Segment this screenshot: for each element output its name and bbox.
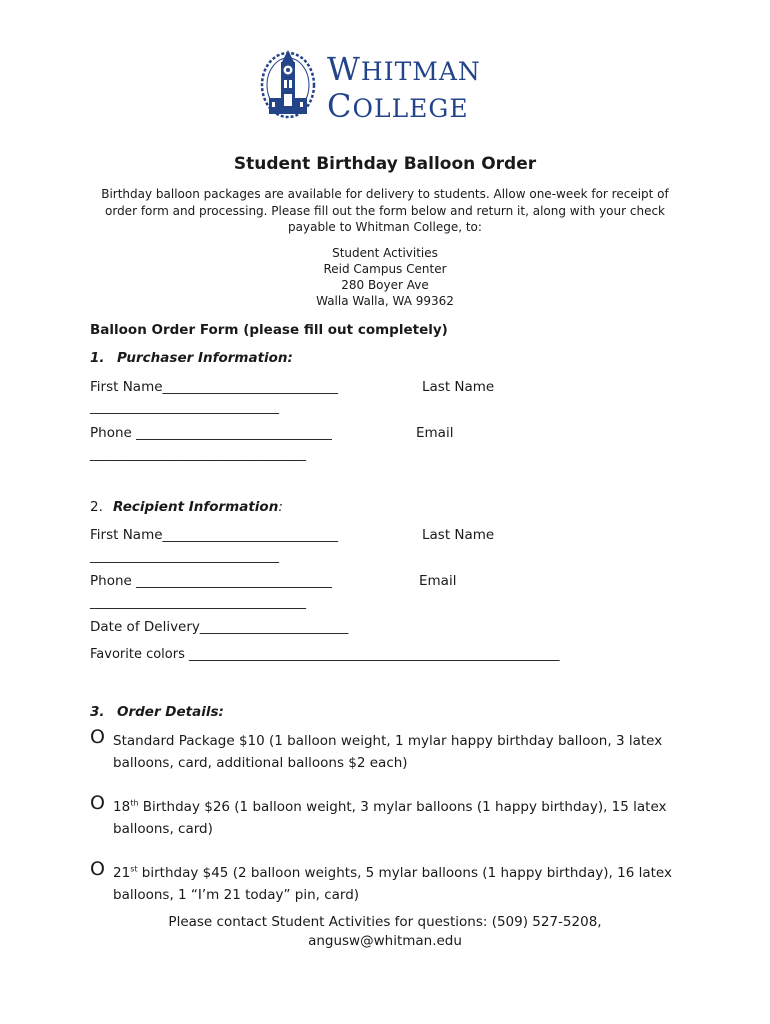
recipient-section-heading: 2. Recipient Information: [90, 499, 283, 515]
recipient-last-name-field[interactable]: ____________________________ [90, 548, 279, 564]
purchaser-first-name-field[interactable]: First Name__________________________ [90, 379, 339, 395]
address-line: Walla Walla, WA 99362 [316, 294, 454, 308]
twentyfirst-birthday-description: 21st birthday $45 (2 balloon weights, 5 mylar balloons (1 happy birthday), 16 latex balloons, 1 “I’m 21 today” pin, card) [113, 864, 672, 903]
address-line: Student Activities [332, 246, 438, 260]
address-line: 280 Boyer Ave [341, 278, 429, 292]
eighteenth-birthday-description: 18th Birthday $26 (1 balloon weight, 3 mylar balloons (1 happy birthday), 15 latex balloons, card) [113, 798, 667, 837]
purchaser-last-name-label: Last Name [422, 379, 495, 395]
purchaser-email-field[interactable]: ________________________________ [90, 446, 306, 462]
recipient-email-label: Email [419, 573, 457, 589]
option-bullet[interactable]: O [90, 792, 105, 814]
date-of-delivery-field[interactable]: Date of Delivery______________________ [90, 619, 349, 635]
standard-package-description: Standard Package $10 (1 balloon weight, 1 mylar happy birthday balloon, 3 latex balloons, card, additional balloons $2 each) [113, 733, 663, 771]
purchaser-phone-field[interactable]: Phone _____________________________ [90, 425, 332, 441]
form-heading: Balloon Order Form (please fill out completely) [90, 322, 448, 338]
page-title: Student Birthday Balloon Order [233, 154, 537, 174]
order-section-heading: 3. Order Details: [90, 704, 224, 720]
clock-tower-seal-icon [257, 44, 321, 124]
recipient-first-name-field[interactable]: First Name__________________________ [90, 527, 339, 543]
option-bullet[interactable]: O [90, 858, 105, 880]
recipient-phone-field[interactable]: Phone _____________________________ [90, 573, 332, 589]
address-line: Reid Campus Center [323, 262, 447, 276]
contact-email: angusw@whitman.edu [308, 933, 462, 949]
purchaser-email-label: Email [416, 425, 454, 441]
logo-wordmark: WHITMAN COLLEGE [327, 50, 481, 125]
purchaser-section-heading: 1. Purchaser Information: [90, 350, 293, 366]
mailing-address [0, 245, 770, 309]
whitman-college-logo [257, 44, 517, 124]
contact-info [0, 913, 770, 951]
option-bullet[interactable]: O [90, 726, 105, 748]
favorite-colors-field[interactable]: Favorite colors _________________________________________________________ [90, 647, 560, 662]
recipient-email-field[interactable]: ________________________________ [90, 594, 306, 610]
recipient-last-name-label: Last Name [422, 527, 495, 543]
intro-paragraph: Birthday balloon packages are available for delivery to students. Allow one-week for receipt of order form and processing. Please fill out the form below and return it, along with your check payable to Whitman College, to: [101, 187, 669, 234]
purchaser-last-name-field[interactable]: ____________________________ [90, 399, 279, 415]
contact-line: Please contact Student Activities for questions: (509) 527-5208, [168, 914, 602, 930]
